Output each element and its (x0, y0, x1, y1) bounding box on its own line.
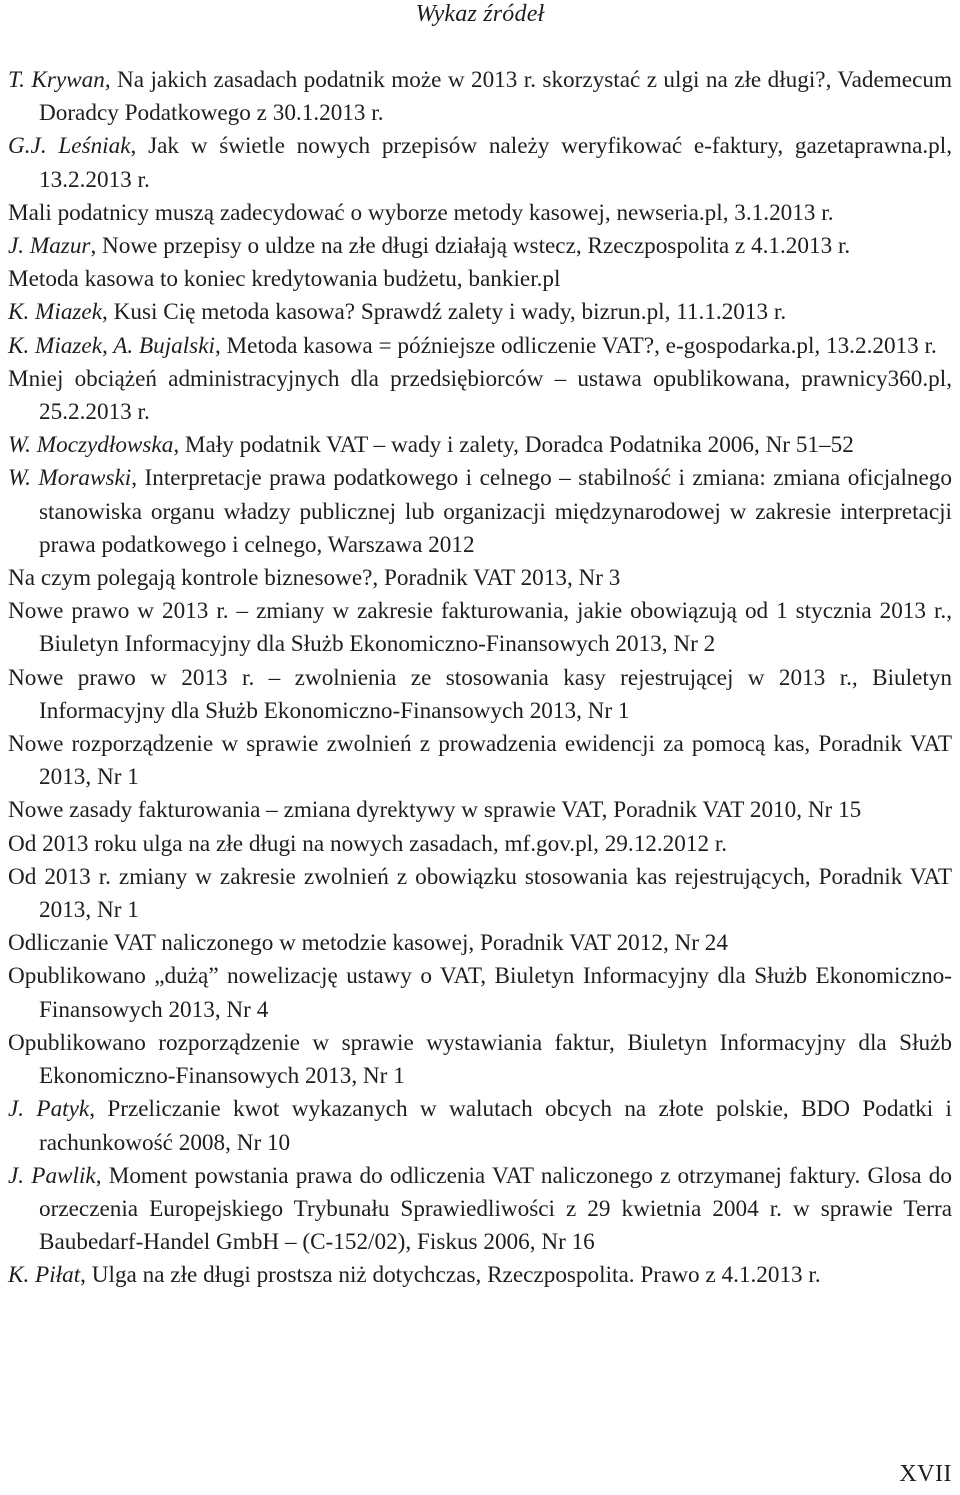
bibliography-entry (8, 263, 952, 296)
entry-text: Nowe zasady fakturowania – zmiana dyrektywy w sprawie VAT, Poradnik VAT 2010, Nr 15 (8, 797, 862, 824)
entry-text: Mniej obciążeń administracyjnych dla przedsiębiorców – ustawa opublikowana, prawnicy360.pl, 25.2.2013 r. (8, 365, 952, 426)
entry-text: Nowe prawo w 2013 r. – zmiany w zakresie fakturowania, jakie obowiązują od 1 stycznia 2013 r., Biuletyn Informacyjny dla Służb Ekonomiczno-Finansowych 2013, Nr 2 (8, 598, 952, 658)
entry-text: Opublikowano „dużą” nowelizację ustawy o VAT, Biuletyn Informacyjny dla Służb Ekonomiczno-Finansowych 2013, Nr 4 (8, 963, 952, 1023)
entry-author: J. Mazur (8, 233, 91, 260)
bibliography-entry (8, 130, 952, 196)
bibliography-entry (8, 960, 952, 1026)
bibliography-entry (8, 595, 952, 661)
entry-author: W. Moczydłowska (8, 432, 174, 459)
entry-text: Na czym polegają kontrole biznesowe?, Poradnik VAT 2013, Nr 3 (8, 565, 621, 592)
bibliography-entry (8, 64, 952, 130)
entry-text: Odliczanie VAT naliczonego w metodzie kasowej, Poradnik VAT 2012, Nr 24 (8, 930, 728, 957)
entry-text: , Metoda kasowa = późniejsze odliczenie VAT?, e-gospodarka.pl, 13.2.2013 r. (214, 332, 937, 359)
entry-text: Od 2013 roku ulga na złe długi na nowych zasadach, mf.gov.pl, 29.12.2012 r. (8, 830, 728, 857)
entry-author: J. Patyk (8, 1096, 90, 1123)
bibliography-entry (8, 462, 952, 562)
entry-author: K. Miazek (8, 299, 103, 326)
bibliography-entry (8, 1259, 952, 1292)
entry-text: Opublikowano rozporządzenie w sprawie wystawiania faktur, Biuletyn Informacyjny dla Służb Ekonomiczno-Finansowych 2013, Nr 1 (8, 1029, 952, 1090)
bibliography-entry (8, 562, 952, 595)
entry-text: , Mały podatnik VAT – wady i zalety, Doradca Podatnika 2006, Nr 51–52 (173, 432, 854, 459)
bibliography-entry (8, 429, 952, 462)
entry-author: T. Krywan (8, 67, 105, 93)
entry-author: G.J. Leśniak (8, 133, 131, 160)
entry-text: , Interpretacje prawa podatkowego i celnego – stabilność i zmiana: zmiana oficjalnego stanowiska organu władzy publicznej lub organizacji międzynarodowej w zakresie interpretacji prawa podatkowego i celnego, Warszawa 2012 (39, 465, 952, 558)
entry-text: Nowe prawo w 2013 r. – zwolnienia ze stosowania kasy rejestrującej w 2013 r., Biuletyn Informacyjny dla Służb Ekonomiczno-Finansowych 2013, Nr 1 (8, 664, 952, 724)
entry-author: K. Piłat (8, 1262, 81, 1289)
entry-text: , Nowe przepisy o uldze na złe długi działają wstecz, Rzeczpospolita z 4.1.2013 r. (90, 233, 851, 260)
bibliography-entry (8, 927, 952, 960)
bibliography-entry (8, 296, 952, 329)
entry-text: , Ulga na złe długi prostsza niż dotychczas, Rzeczpospolita. Prawo z 4.1.2013 r. (80, 1262, 821, 1289)
entry-text: Nowe rozporządzenie w sprawie zwolnień z prowadzenia ewidencji za pomocą kas, Poradnik VAT 2013, Nr 1 (8, 731, 952, 791)
entry-text: Metoda kasowa to koniec kredytowania budżetu, bankier.pl (8, 266, 561, 293)
bibliography-entry (8, 197, 952, 230)
entry-author: K. Miazek, A. Bujalski (8, 332, 215, 359)
entry-author: J. Pawlik (8, 1162, 96, 1189)
bibliography-entry (8, 363, 952, 429)
bibliography-entry (8, 662, 952, 728)
entry-text: Od 2013 r. zmiany w zakresie zwolnień z obowiązku stosowania kas rejestrujących, Poradnik VAT 2013, Nr 1 (8, 863, 952, 924)
entry-author: W. Morawski (8, 465, 132, 492)
entry-text: , Jak w świetle nowych przepisów należy weryfikować e-faktury, gazetaprawna.pl, 13.2.2013 r. (39, 133, 952, 193)
bibliography-entry (8, 828, 952, 861)
entry-text: , Przeliczanie kwot wykazanych w walutach obcych na złote polskie, BDO Podatki i rachunkowość 2008, Nr 10 (39, 1096, 952, 1156)
bibliography-entry (8, 861, 952, 927)
entry-text: , Kusi Cię metoda kasowa? Sprawdź zalety i wady, bizrun.pl, 11.1.2013 r. (102, 299, 787, 326)
bibliography-entry (8, 1093, 952, 1159)
entry-text: , Moment powstania prawa do odliczenia VAT naliczonego z otrzymanej faktury. Glosa do orzeczenia Europejskiego Trybunału Sprawiedliwości z 29 kwietnia 2004 r. w sprawie Terra Baubedarf-Handel GmbH – (C-152/02), Fiskus 2006, Nr 16 (39, 1162, 952, 1256)
bibliography-entry (8, 330, 952, 363)
page-number: XVII (899, 1461, 952, 1487)
bibliography-entry (8, 794, 952, 827)
bibliography-entry (8, 230, 952, 263)
bibliography-entry (8, 728, 952, 794)
bibliography-entry (8, 1027, 952, 1093)
bibliography-list (8, 64, 952, 1293)
page-header: Wykaz źródeł (415, 1, 545, 27)
bibliography-entry (8, 1160, 952, 1260)
entry-text: Mali podatnicy muszą zadecydować o wyborze metody kasowej, newseria.pl, 3.1.2013 r. (8, 199, 834, 226)
entry-text: , Na jakich zasadach podatnik może w 2013 r. skorzystać z ulgi na złe długi?, Vademecum Doradcy Podatkowego z 30.1.2013 r. (39, 67, 952, 127)
